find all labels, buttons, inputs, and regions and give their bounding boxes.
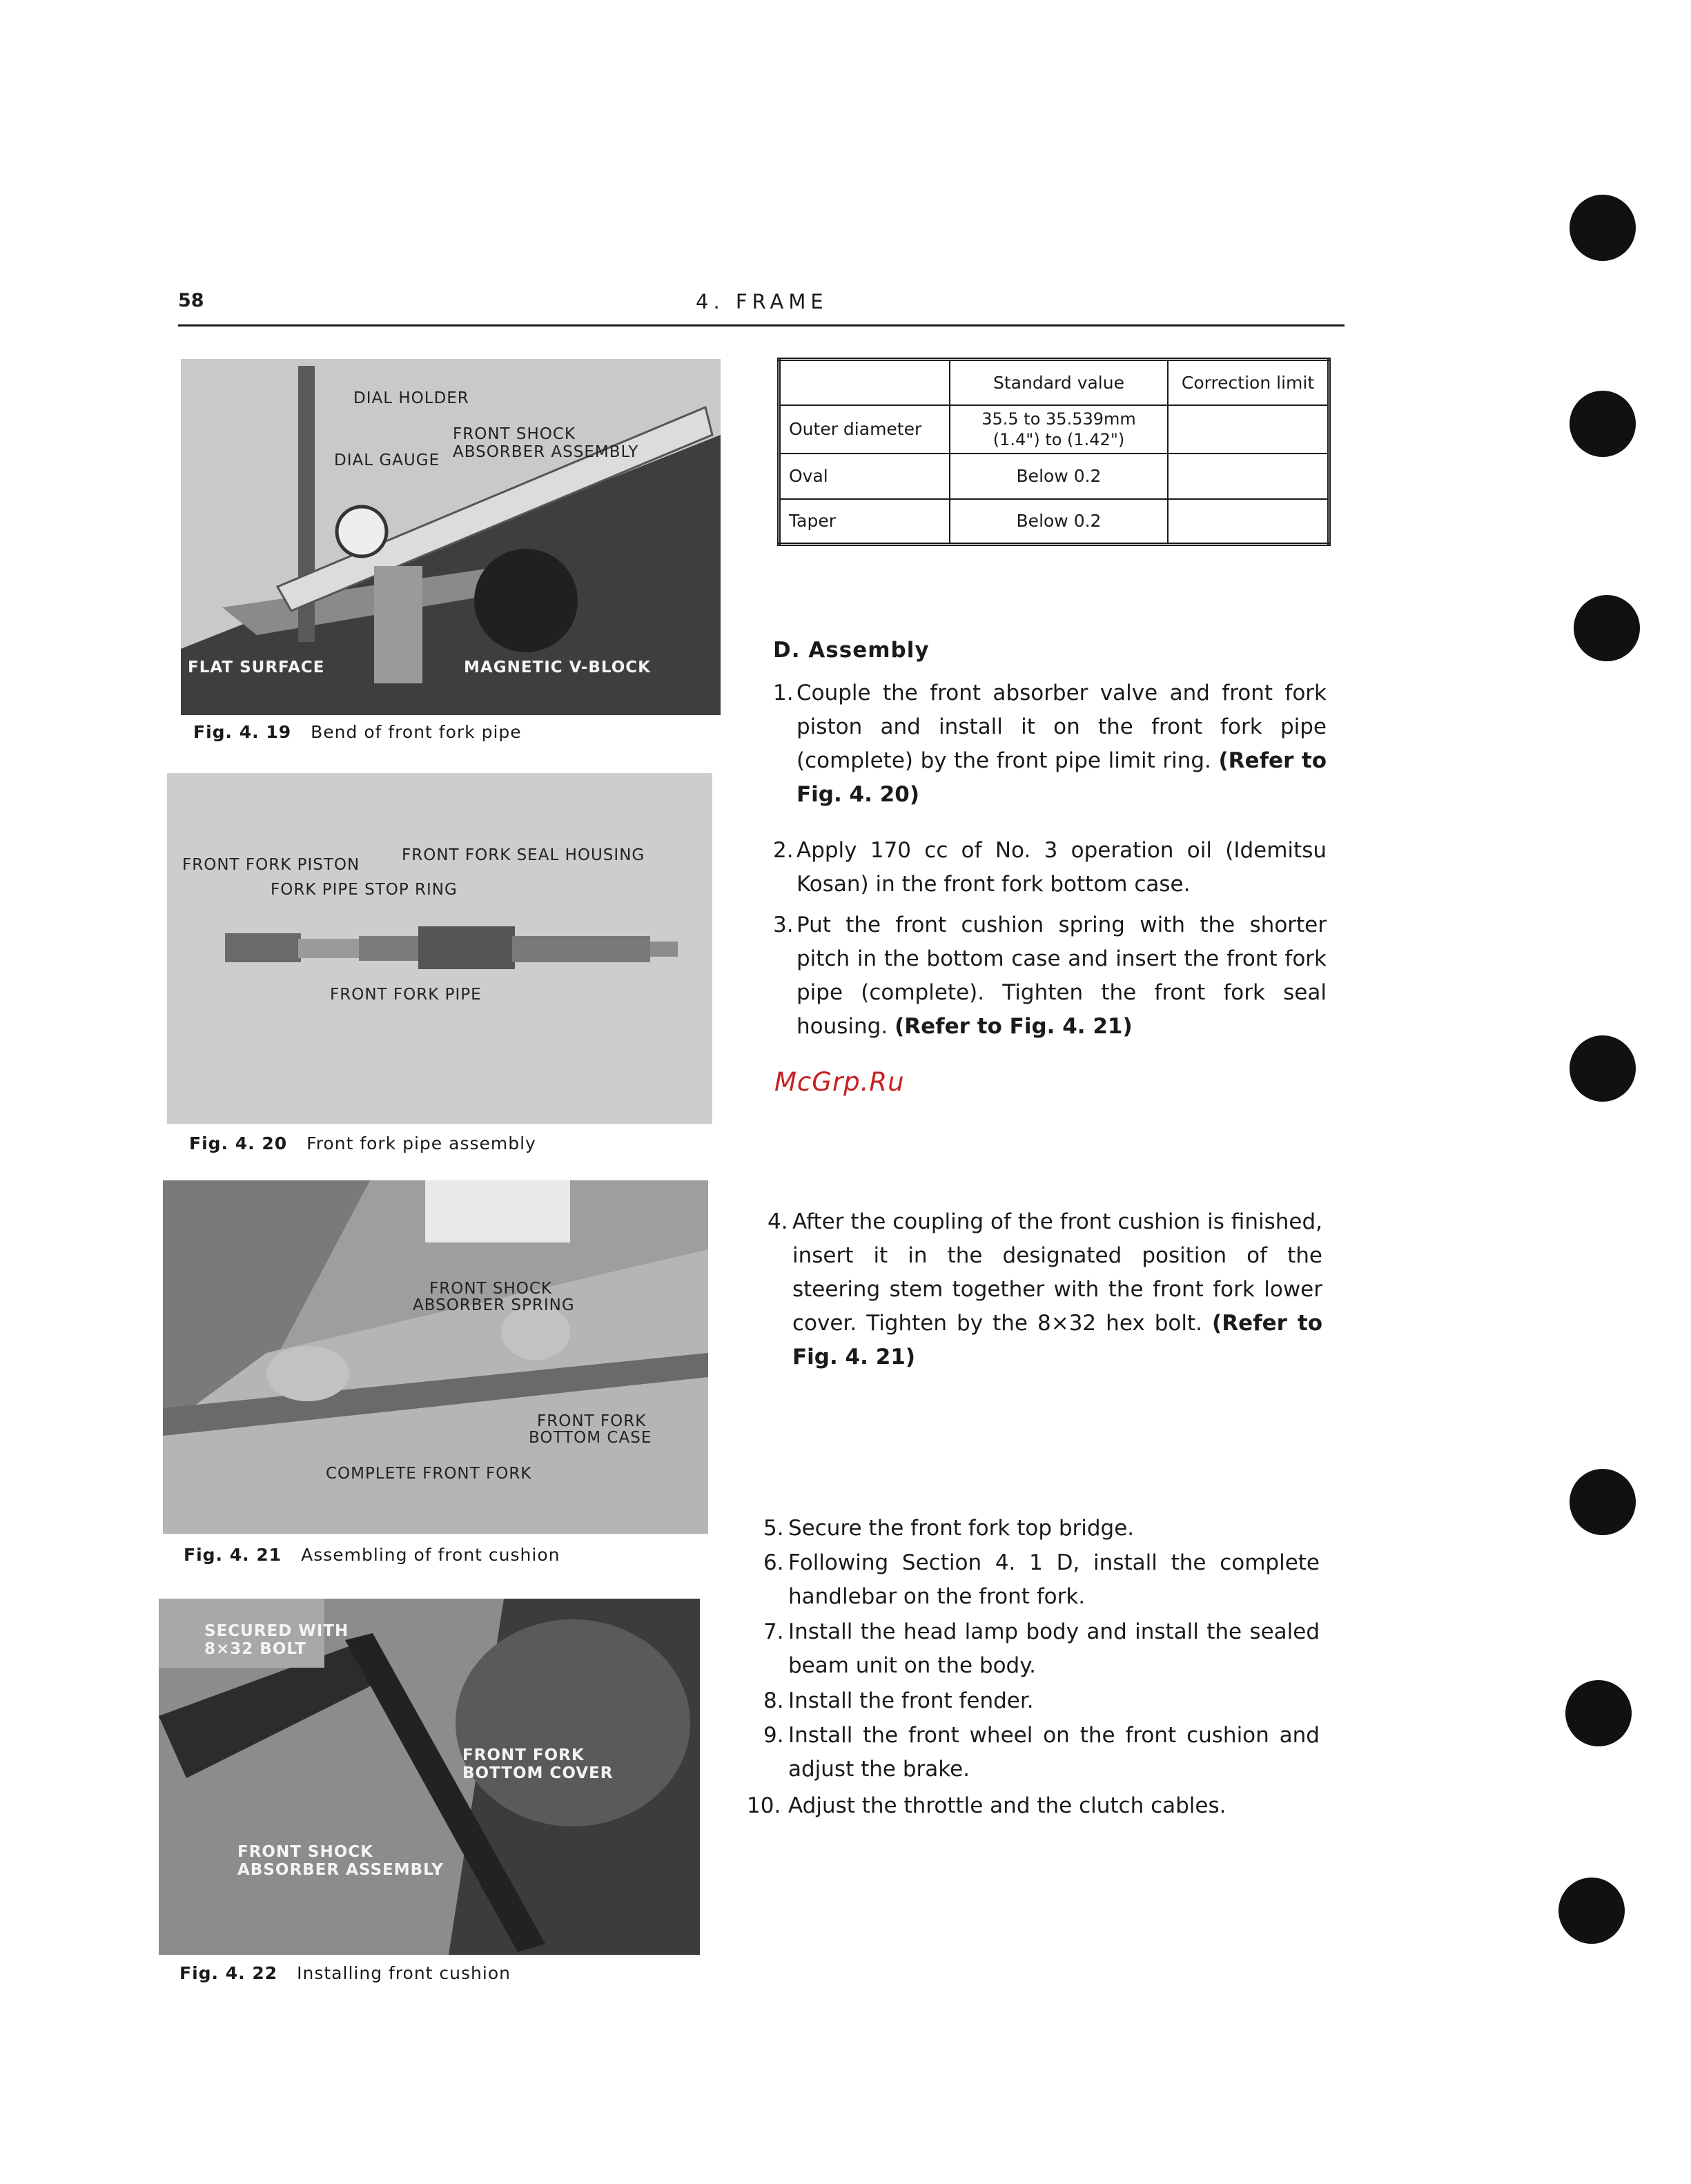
label-absorber-assembly: ABSORBER ASSEMBLY xyxy=(453,443,639,461)
label-front-fork: FRONT FORK xyxy=(537,1412,647,1430)
label-front-fork-piston: FRONT FORK PISTON xyxy=(182,856,360,874)
table-row xyxy=(779,454,1329,499)
step-text: Couple the front absorber valve and front fork piston and install it on the front fork pipe (complete) by the front pipe limit ring. xyxy=(796,681,1327,773)
figure-4-22-photo xyxy=(159,1599,700,1955)
figure-number: Fig. 4. 19 xyxy=(193,722,292,742)
step-text: Install the front fender. xyxy=(788,1688,1034,1713)
binder-hole xyxy=(1570,195,1636,261)
step-reference: (Refer to Fig. 4. 20) xyxy=(796,748,1327,807)
figure-number: Fig. 4. 22 xyxy=(179,1963,278,1983)
label-flat-surface: FLAT SURFACE xyxy=(188,659,325,676)
step-number: 5. xyxy=(763,1516,784,1541)
figure-caption-text: Assembling of front cushion xyxy=(301,1545,560,1565)
step-8 xyxy=(763,1684,1320,1718)
page-number: 58 xyxy=(178,290,204,311)
label-bottom-case: BOTTOM CASE xyxy=(529,1429,652,1447)
standard-value-mm: 35.5 to 35.539mm xyxy=(981,409,1136,429)
table-cell-item: Outer diameter xyxy=(779,405,950,454)
table-cell-item: Taper xyxy=(779,499,950,545)
step-text: Install the head lamp body and install the sealed beam unit on the body. xyxy=(788,1619,1320,1678)
binder-hole xyxy=(1570,391,1636,457)
step-number: 2. xyxy=(773,838,794,863)
step-10 xyxy=(747,1789,1320,1823)
step-9 xyxy=(763,1719,1320,1786)
step-number: 7. xyxy=(763,1619,784,1644)
figure-number: Fig. 4. 20 xyxy=(189,1133,288,1153)
table-cell-standard: Below 0.2 xyxy=(950,454,1168,499)
table-row xyxy=(779,499,1329,545)
step-number: 10. xyxy=(747,1793,781,1818)
fork-pipe-illustration xyxy=(167,773,712,1124)
label-front-fork: FRONT FORK xyxy=(462,1746,585,1764)
label-absorber-spring: ABSORBER SPRING xyxy=(413,1296,575,1314)
table-cell-standard: Below 0.2 xyxy=(950,499,1168,545)
chapter-title: 4. FRAME xyxy=(696,290,828,313)
step-text: Following Section 4. 1 D, install the complete handlebar on the front fork. xyxy=(788,1550,1320,1609)
binder-hole xyxy=(1558,1878,1625,1944)
header-rule xyxy=(178,324,1345,326)
step-1 xyxy=(773,676,1327,812)
figure-4-21-photo xyxy=(163,1180,708,1534)
binder-hole xyxy=(1574,595,1640,661)
figure-4-21-caption xyxy=(184,1545,560,1565)
table-cell-standard xyxy=(950,405,1168,454)
figure-4-19-caption xyxy=(193,722,522,742)
label-complete-front-fork: COMPLETE FRONT FORK xyxy=(326,1465,532,1483)
label-front-shock: FRONT SHOCK xyxy=(429,1280,553,1298)
step-reference: (Refer to Fig. 4. 21) xyxy=(895,1014,1133,1039)
binder-hole xyxy=(1565,1680,1632,1746)
section-heading: D. Assembly xyxy=(773,638,930,663)
figure-caption-text: Installing front cushion xyxy=(297,1963,511,1983)
label-absorber-assembly: ABSORBER ASSEMBLY xyxy=(237,1861,444,1879)
table-cell-item: Oval xyxy=(779,454,950,499)
step-number: 6. xyxy=(763,1550,784,1575)
step-7 xyxy=(763,1615,1320,1683)
table-header-cell: Standard value xyxy=(950,360,1168,405)
step-text: Put the front cushion spring with the shorter pitch in the bottom case and insert the front fork pipe (complete). Tighten the front fork seal housing. xyxy=(796,913,1327,1039)
label-bottom-cover: BOTTOM COVER xyxy=(462,1764,614,1782)
label-secured-with: SECURED WITH xyxy=(204,1622,349,1640)
label-front-fork-seal-housing: FRONT FORK SEAL HOUSING xyxy=(402,846,645,864)
figure-4-19-photo xyxy=(181,359,721,715)
step-number: 4. xyxy=(768,1209,788,1234)
step-text: Install the front wheel on the front cushion and adjust the brake. xyxy=(788,1723,1320,1782)
step-3 xyxy=(773,908,1327,1044)
figure-number: Fig. 4. 21 xyxy=(184,1545,282,1565)
figure-4-20-caption xyxy=(189,1133,536,1153)
label-front-shock: FRONT SHOCK xyxy=(453,425,576,443)
step-6 xyxy=(763,1546,1320,1614)
label-front-shock: FRONT SHOCK xyxy=(237,1843,373,1861)
figure-caption-text: Front fork pipe assembly xyxy=(306,1133,536,1153)
figure-4-22-caption xyxy=(179,1963,511,1983)
spec-table xyxy=(777,358,1331,546)
label-front-fork-pipe: FRONT FORK PIPE xyxy=(330,986,482,1004)
figure-4-20-photo xyxy=(167,773,712,1124)
step-text: After the coupling of the front cushion is finished, insert it in the designated position of the steering stem together with the front fork lower cover. Tighten by the 8×32 hex bolt. xyxy=(792,1209,1322,1336)
watermark: McGrp.Ru xyxy=(774,1067,905,1097)
step-number: 3. xyxy=(773,913,794,937)
label-dial-holder: DIAL HOLDER xyxy=(353,389,469,407)
table-header-cell: Correction limit xyxy=(1168,360,1329,405)
label-fork-pipe-stop-ring: FORK PIPE STOP RING xyxy=(271,881,458,899)
step-reference: (Refer to Fig. 4. 21) xyxy=(792,1311,1322,1369)
figure-caption-text: Bend of front fork pipe xyxy=(311,722,522,742)
step-number: 8. xyxy=(763,1688,784,1713)
step-2 xyxy=(773,834,1327,901)
step-5 xyxy=(763,1512,1320,1546)
label-bolt-size: 8×32 BOLT xyxy=(204,1640,306,1658)
table-header-cell xyxy=(779,360,950,405)
label-dial-gauge: DIAL GAUGE xyxy=(334,451,440,469)
table-cell-limit xyxy=(1168,405,1329,454)
step-number: 9. xyxy=(763,1723,784,1748)
table-cell-limit xyxy=(1168,499,1329,545)
binder-hole xyxy=(1570,1469,1636,1535)
step-4 xyxy=(768,1205,1322,1374)
step-number: 1. xyxy=(773,681,794,705)
standard-value-in: (1.4") to (1.42") xyxy=(993,429,1125,449)
step-text: Adjust the throttle and the clutch cables. xyxy=(788,1793,1226,1818)
step-text: Apply 170 cc of No. 3 operation oil (Idemitsu Kosan) in the front fork bottom case. xyxy=(796,838,1327,897)
table-header-row xyxy=(779,360,1329,405)
table-row xyxy=(779,405,1329,454)
step-text: Secure the front fork top bridge. xyxy=(788,1516,1135,1541)
label-magnetic-v-block: MAGNETIC V-BLOCK xyxy=(464,659,651,676)
table-cell-limit xyxy=(1168,454,1329,499)
binder-hole xyxy=(1570,1035,1636,1102)
